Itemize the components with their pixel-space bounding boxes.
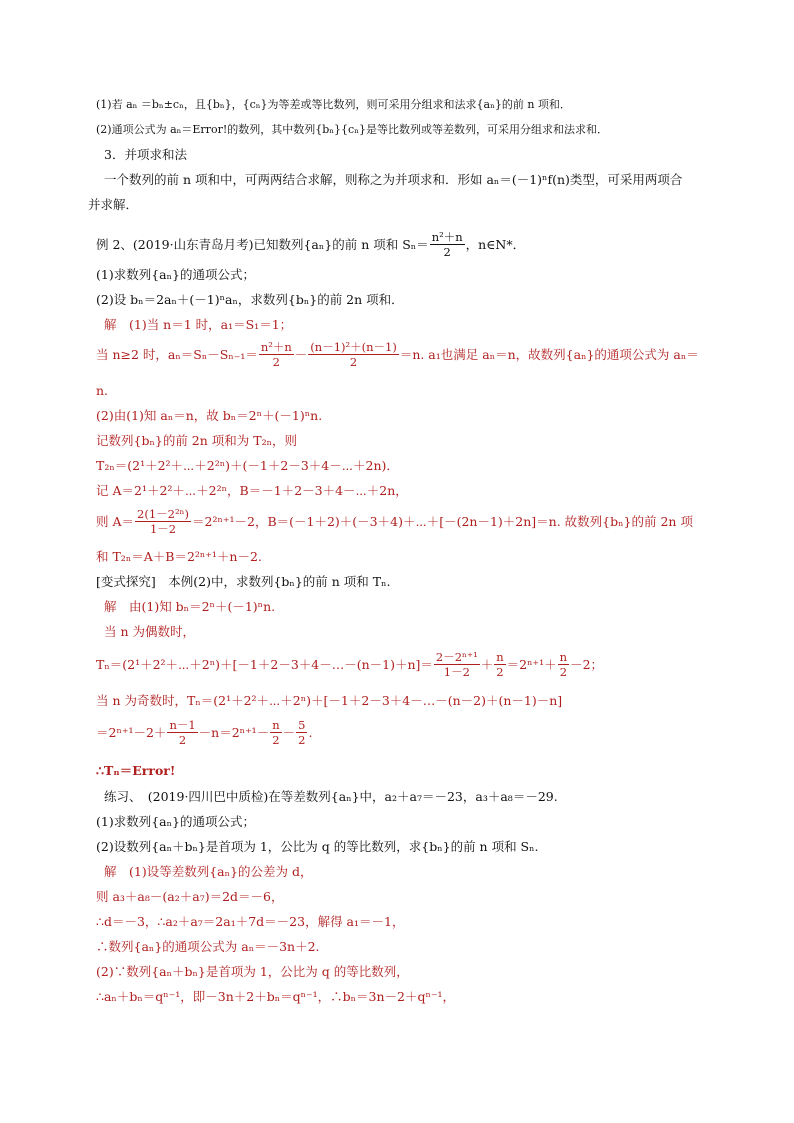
solution-text-end: ＝n. a₁也满足 aₙ＝n，故数列{aₙ}的通项公式为 aₙ＝ xyxy=(399,346,699,362)
minus-sign: － xyxy=(282,724,296,740)
section-heading: 3．并项求和法 xyxy=(104,147,187,162)
fraction xyxy=(494,650,505,679)
solution-text: Tₙ＝(2¹＋2²＋⋯＋2ⁿ)＋[－1＋2－3＋4－…－(n－1)＋n]＝ xyxy=(96,656,433,672)
numerator: n²＋n xyxy=(431,230,463,244)
variation-heading: [变式探究] 本例(2)中，求数列{bₙ}的前 n 项和 Tₙ. xyxy=(96,574,391,589)
exercise-question-2: (2)设数列{aₙ＋bₙ}是首项为 1，公比为 q 的等比数列，求{bₙ}的前 n 项和 Sₙ. xyxy=(96,839,539,854)
fraction xyxy=(296,718,307,747)
solution-line: ∴d＝－3，∴a₂＋a₇＝2a₁＋7d＝－23，解得 a₁＝－1， xyxy=(96,914,405,929)
summary-line-2: (2)通项公式为 aₙ＝Error!的数列，其中数列{bₙ}{cₙ}是等比数列或等差数列，可采用分组求和法求和． xyxy=(96,123,608,136)
fraction xyxy=(259,340,294,369)
denominator: 2 xyxy=(178,733,187,747)
fraction xyxy=(434,650,480,679)
solution-line-fraction xyxy=(96,650,603,679)
denominator: 2 xyxy=(349,355,358,369)
denominator: 2 xyxy=(443,245,451,259)
numerator: 2(1－2²ⁿ) xyxy=(137,507,190,521)
example-2-text-end: ，n∈N*． xyxy=(465,236,526,252)
denominator: 2 xyxy=(272,733,280,747)
solution-line: n. xyxy=(96,383,109,398)
solution-text-end: －2； xyxy=(570,656,604,672)
solution-line: 和 T₂ₙ＝A＋B＝2²ⁿ⁺¹＋n－2. xyxy=(96,549,262,564)
numerator: n xyxy=(559,650,568,664)
solution-conclusion: ∴Tₙ＝Error! xyxy=(96,763,176,778)
numerator: 2－2ⁿ⁺¹ xyxy=(435,650,478,664)
exercise-statement: 练习、 (2019·四川巴中质检)在等差数列{aₙ}中，a₂＋a₇＝－23，a₃＋a₈＝－29. xyxy=(104,789,558,804)
question-1: (1)求数列{aₙ}的通项公式； xyxy=(96,267,255,282)
fraction xyxy=(167,718,197,747)
solution-text-end: ＝2²ⁿ⁺¹－2，B＝(－1＋2)＋(－3＋4)＋⋯＋[－(2n－1)＋2n]＝n. 故数列{bₙ}的前 2n 项 xyxy=(192,513,693,529)
denominator: 1－2 xyxy=(149,522,177,536)
solution-line: ∴aₙ＋bₙ＝qⁿ⁻¹，即－3n＋2＋bₙ＝qⁿ⁻¹，∴bₙ＝3n－2＋qⁿ⁻¹， xyxy=(96,989,456,1004)
fraction xyxy=(558,650,569,679)
method-description-cont: 并求解． xyxy=(88,197,139,212)
plus-sign: ＋ xyxy=(480,656,494,672)
fraction xyxy=(308,340,399,369)
solution-line: 解 (1)当 n＝1 时，a₁＝S₁＝1； xyxy=(104,317,293,332)
method-description: 一个数列的前 n 项和中，可两两结合求解，则称之为并项求和．形如 aₙ＝(－1)ⁿf(n)类型，可采用两项合 xyxy=(104,172,683,187)
solution-line: 记数列{bₙ}的前 2n 项和为 T₂ₙ，则 xyxy=(96,433,297,448)
denominator: 2 xyxy=(298,733,306,747)
summary-line-1: (1)若 aₙ ＝bₙ±cₙ，且{bₙ}，{cₙ}为等差或等比数列，则可采用分组求和法求{aₙ}的前 n 项和． xyxy=(96,98,571,111)
solution-text: －n＝2ⁿ⁺¹－ xyxy=(198,724,270,740)
denominator: 2 xyxy=(272,355,280,369)
solution-line-fraction xyxy=(96,340,699,369)
solution-line-fraction xyxy=(96,507,693,536)
solution-line: 则 a₃＋a₈－(a₂＋a₇)＝2d＝－6， xyxy=(96,889,284,904)
solution-line: 解 由(1)知 bₙ＝2ⁿ＋(－1)ⁿn. xyxy=(104,599,276,614)
solution-text: ＝2ⁿ⁺¹－2＋ xyxy=(96,724,167,740)
solution-line: ∴数列{aₙ}的通项公式为 aₙ＝－3n＋2. xyxy=(96,939,320,954)
solution-line: (2)由(1)知 aₙ＝n，故 bₙ＝2ⁿ＋(－1)ⁿn. xyxy=(96,408,323,423)
numerator: n xyxy=(496,650,504,664)
denominator: 1－2 xyxy=(443,665,470,679)
solution-line: 解 (1)设等差数列{aₙ}的公差为 d， xyxy=(104,864,313,879)
solution-text: 则 A＝ xyxy=(96,513,135,529)
solution-line: T₂ₙ＝(2¹＋2²＋⋯＋2²ⁿ)＋(－1＋2－3＋4－⋯＋2n)． xyxy=(96,458,399,473)
solution-text: ＝2ⁿ⁺¹＋ xyxy=(506,656,557,672)
solution-text-end: . xyxy=(308,724,313,740)
solution-line: (2)∵数列{aₙ＋bₙ}是首项为 1，公比为 q 的等比数列， xyxy=(96,964,409,979)
fraction xyxy=(430,230,465,259)
solution-line: 记 A＝2¹＋2²＋⋯＋2²ⁿ，B＝－1＋2－3＋4－⋯＋2n， xyxy=(96,483,408,498)
numerator: (n－1)²＋(n－1) xyxy=(310,340,397,354)
numerator: 5 xyxy=(298,718,306,732)
example-2-statement xyxy=(96,230,525,259)
numerator: n²＋n xyxy=(260,340,292,354)
minus-sign: － xyxy=(294,346,308,362)
fraction xyxy=(135,507,191,536)
numerator: n xyxy=(272,718,280,732)
numerator: n－1 xyxy=(169,718,196,732)
exercise-question-1: (1)求数列{aₙ}的通项公式； xyxy=(96,814,255,829)
denominator: 2 xyxy=(496,665,504,679)
fraction xyxy=(270,718,281,747)
solution-text: 当 n≥2 时，aₙ＝Sₙ－Sₙ₋₁＝ xyxy=(96,346,258,362)
solution-line-fraction xyxy=(96,718,312,747)
example-2-text: 例 2、(2019·山东青岛月考)已知数列{aₙ}的前 n 项和 Sₙ＝ xyxy=(96,236,429,252)
denominator: 2 xyxy=(559,665,568,679)
solution-line: 当 n 为偶数时， xyxy=(104,624,195,639)
solution-line: 当 n 为奇数时，Tₙ＝(2¹＋2²＋⋯＋2ⁿ)＋[－1＋2－3＋4－…－(n－2)＋(n－1)－n] xyxy=(96,693,563,708)
question-2: (2)设 bₙ＝2aₙ＋(－1)ⁿaₙ，求数列{bₙ}的前 2n 项和． xyxy=(96,292,404,307)
